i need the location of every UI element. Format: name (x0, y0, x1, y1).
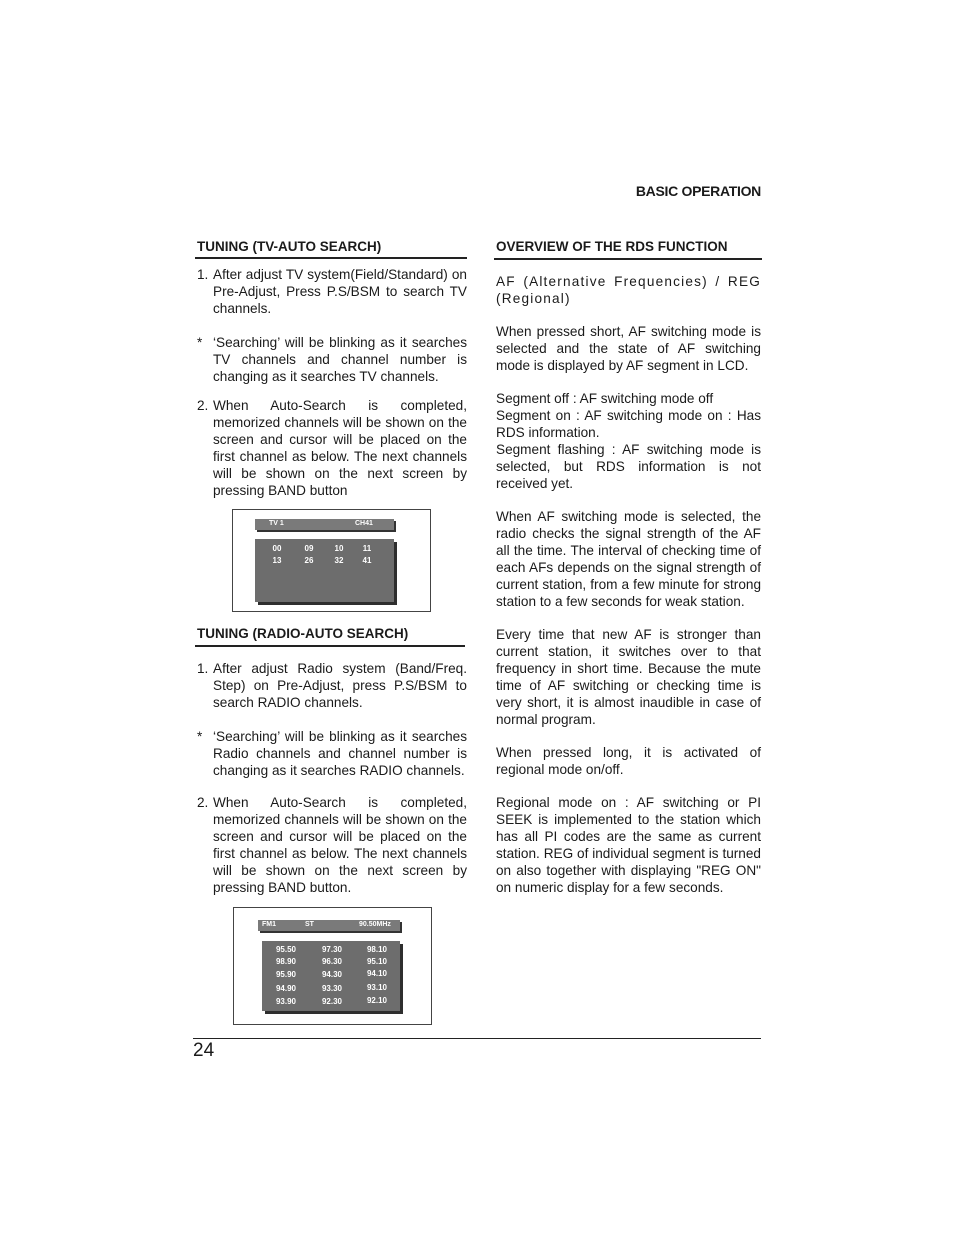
channel-cell: 11 (362, 544, 372, 553)
frequency-cell: 93.10 (366, 983, 388, 992)
radio-channel-display (233, 907, 432, 1025)
frequency-cell: 92.10 (366, 996, 388, 1005)
frequency-cell: 94.30 (321, 970, 343, 979)
footer-divider (193, 1038, 761, 1039)
list-item: 2. When Auto-Search is completed, memorized channels will be shown on the screen and cursor will be placed on the first channel as below. The next channels will be shown on the next screen by pressing BAND button (197, 398, 467, 498)
paragraph: Every time that new AF is stronger than current station, it switches over to that frequency in short time. Because the mute time of AF switching or checking time is very short, it is almost inaudible in case of normal program. (496, 627, 761, 727)
list-item: 2. When Auto-Search is completed, memorized channels will be shown on the screen and cursor will be placed on the first channel as below. The next channels will be shown on the next screen by pressing BAND button. (197, 795, 467, 895)
tv-instructions (197, 266, 467, 499)
list-item: * ‘Searching’ will be blinking as it searches Radio channels and channel number is changing as it searches RADIO channels. (197, 729, 467, 778)
list-item: * ‘Searching’ will be blinking as it searches TV channels and channel number is changing as it searches TV channels. (197, 335, 467, 384)
channel-label: CH41 (355, 520, 373, 527)
paragraph: When pressed long, it is activated of regional mode on/off. (496, 745, 761, 777)
frequency-cell: 94.90 (275, 984, 297, 993)
frequency-cell: 98.10 (366, 945, 388, 954)
list-item: 1. After adjust Radio system (Band/Freq. Step) on Pre-Adjust, press P.S/BSM to search RADIO channels. (197, 661, 467, 710)
paragraph: Segment off : AF switching mode off (496, 391, 714, 406)
rds-overview-title: OVERVIEW OF THE RDS FUNCTION (496, 239, 728, 254)
paragraph: AF (Alternative Frequencies) / REG (Regional) (496, 274, 761, 306)
tv-auto-search-title: TUNING (TV-AUTO SEARCH) (197, 239, 382, 254)
channel-cell: 41 (362, 556, 372, 565)
band-label: TV 1 (269, 520, 284, 527)
paragraph: Segment on : AF switching mode on : Has RDS information. (496, 408, 761, 440)
frequency-cell: 95.90 (275, 970, 297, 979)
channel-cell: 09 (304, 544, 314, 553)
frequency-cell: 98.90 (275, 957, 297, 966)
rds-overview-body (496, 273, 761, 896)
divider (195, 257, 467, 259)
paragraph: Regional mode on : AF switching or PI SEEK is implemented to the station which has all PI codes are the same as current station. REG of individual segment is turned on also together with displaying "REG ON" on numeric display for a few seconds. (496, 795, 761, 895)
section-header: BASIC OPERATION (635, 183, 761, 199)
frequency-cell: 92.30 (321, 997, 343, 1006)
band-label: FM1 (262, 921, 276, 928)
lcd-status-bar (255, 519, 394, 530)
channel-cell: 00 (272, 544, 282, 553)
page-number: 24 (193, 1040, 215, 1061)
paragraph: When pressed short, AF switching mode is selected and the state of AF switching mode is displayed by AF segment in LCD. (496, 324, 761, 373)
radio-instructions (197, 660, 467, 896)
frequency-label: 90.50MHz (359, 921, 391, 928)
stereo-label: ST (305, 921, 314, 928)
paragraph: When AF switching mode is selected, the radio checks the signal strength of the AF all the time. The interval of checking time of each AFs depends on the signal strength of current station, from a few minute for strong station to a few seconds for weak station. (496, 509, 761, 609)
frequency-cell: 94.10 (366, 969, 388, 978)
frequency-cell: 95.50 (275, 945, 297, 954)
paragraph: Segment flashing : AF switching mode is selected, but RDS information is not received yet. (496, 442, 761, 491)
frequency-cell: 93.30 (321, 984, 343, 993)
channel-cell: 10 (334, 544, 344, 553)
frequency-cell: 96.30 (321, 957, 343, 966)
list-item: 1. After adjust TV system(Field/Standard) on Pre-Adjust, Press P.S/BSM to search TV channels. (197, 267, 467, 316)
radio-auto-search-title: TUNING (RADIO-AUTO SEARCH) (197, 626, 409, 641)
lcd-status-bar (258, 920, 400, 931)
tv-channel-display (232, 509, 431, 612)
frequency-cell: 93.90 (275, 997, 297, 1006)
channel-cell: 26 (304, 556, 314, 565)
channel-cell: 32 (334, 556, 344, 565)
frequency-cell: 95.10 (366, 957, 388, 966)
channel-cell: 13 (272, 556, 282, 565)
frequency-cell: 97.30 (321, 945, 343, 954)
divider (195, 645, 465, 647)
divider (494, 258, 762, 260)
